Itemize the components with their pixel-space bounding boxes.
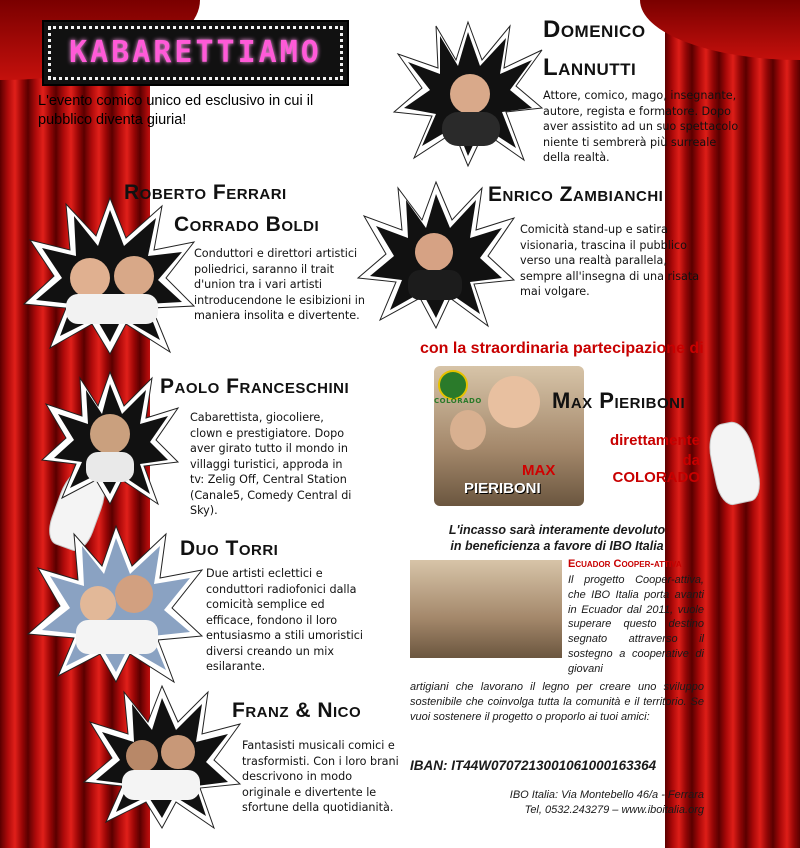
charity-note-2: in beneficienza a favore di IBO Italia: [450, 539, 664, 553]
zambianchi-body: [408, 270, 462, 300]
tagline: L'evento comico unico ed esclusivo in cui il pubblico diventa giuria!: [38, 93, 314, 128]
special-intro: con la straordinaria partecipazione di: [420, 340, 704, 357]
nico-face: [161, 735, 195, 769]
boldi-name: Corrado Boldi: [174, 213, 320, 236]
ferrari-boldi-bodies: [66, 294, 158, 324]
colorado-badge-label: COLORADO: [434, 397, 482, 405]
franz-nico-photo-burst: [82, 684, 242, 830]
colorado-badge-icon: [438, 370, 468, 400]
lannutti-description: Attore, comico, mago, insegnante, autore, regista e formatore. Dopo aver assistito ad un suo spettacolo niente ti sembrerà più surreale della realtà.: [543, 89, 739, 164]
ferrari-boldi-description: Conduttori e direttori artistici poliedrici, saranno il trait d'union tra i vari artisti introducendone le esibizioni in maniera insolita e divertente.: [194, 247, 365, 322]
torri-face-2: [115, 575, 153, 613]
torri-face-1: [80, 586, 116, 622]
photo-caption-pieriboni: PIERIBONI: [464, 480, 541, 497]
zambianchi-description: Comicità stand-up e satira visionaria, trascina il pubblico verso una realtà parallela, sempre all'insegna di una risata mai volgare.: [520, 223, 700, 298]
franz-nico-name: Franz & Nico: [232, 699, 362, 722]
project-title: Ecuador Cooper-attiva: [568, 558, 682, 570]
torri-photo-burst: [26, 524, 206, 684]
franz-nico-bodies: [122, 770, 200, 800]
franceschini-name: Paolo Franceschini: [160, 375, 350, 398]
kabarettiamo-logo: [42, 20, 349, 86]
pieriboni-photo: [434, 366, 584, 506]
pieriboni-face: [488, 376, 540, 428]
franceschini-face: [90, 414, 130, 454]
lannutti-body: [442, 112, 500, 146]
franceschini-photo-burst: [40, 370, 180, 506]
lannutti-name-first: Domenico: [543, 16, 646, 43]
charity-note-1: L'incasso sarà interamente devoluto: [448, 523, 666, 537]
torri-description: Due artisti eclettici e conduttori radiofonici dalla comicità semplice ed efficace, fondono il loro entusiasmo a stili umoristici diversi creando un mix esilarante.: [206, 567, 364, 673]
lannutti-photo-burst: [392, 20, 544, 168]
iban: IBAN: IT44W0707213001061000163364: [410, 758, 657, 773]
lannutti-name-last: Lannutti: [543, 54, 637, 81]
franceschini-body: [86, 452, 134, 482]
address-line-2: Tel, 0532.243279 – www.iboitalia.org: [524, 803, 704, 816]
pieriboni-face-2: [450, 410, 486, 450]
torri-name: Duo Torri: [180, 537, 279, 560]
zambianchi-face: [415, 233, 453, 271]
ecuador-workshop-photo: [410, 560, 562, 658]
ferrari-name: Roberto Ferrari: [124, 181, 287, 204]
ferrari-face: [70, 258, 110, 298]
ferrari-boldi-photo-burst: [22, 196, 197, 356]
pieriboni-name: Max Pieriboni: [552, 388, 686, 413]
franceschini-description: Cabarettista, giocoliere, clown e prestigiatore. Dopo aver girato tutto il mondo in villaggi turistici, approda in tv: Zelig Off, Central Station (Canale5, Comedy Central di Sky).: [190, 411, 352, 517]
logo-text: KABARETTIAMO: [69, 35, 322, 70]
franz-nico-description: Fantasisti musicali comici e trasformisti. Con i loro brani descrivono in modo originale e divertente le sfortune della quotidianità.: [242, 739, 399, 814]
lannutti-face: [450, 74, 490, 114]
boldi-face: [114, 256, 154, 296]
torri-bodies: [76, 620, 158, 654]
pieriboni-from-2: da COLORADO: [612, 452, 700, 486]
photo-caption-max: MAX: [522, 462, 556, 479]
project-text-a: Il progetto Cooper-attiva, che IBO Italia porta avanti in Ecuador dal 2011, vuole superare questo destino segnato attraverso il sostegno a cooperative di giovani: [568, 574, 704, 675]
zambianchi-photo-burst: [356, 180, 516, 330]
address-line-1: IBO Italia: Via Montebello 46/a - Ferrara: [509, 789, 704, 801]
franz-face: [126, 740, 158, 772]
zambianchi-name: Enrico Zambianchi: [488, 183, 664, 206]
project-text-b: artigiani che lavorano il legno per creare uno sviluppo sostenibile che coinvolga tutta la comunità e il territorio. Se vuoi sostenere il progetto o proporlo ai tuoi amici:: [410, 681, 704, 723]
pieriboni-from-1: direttamente: [609, 432, 700, 449]
